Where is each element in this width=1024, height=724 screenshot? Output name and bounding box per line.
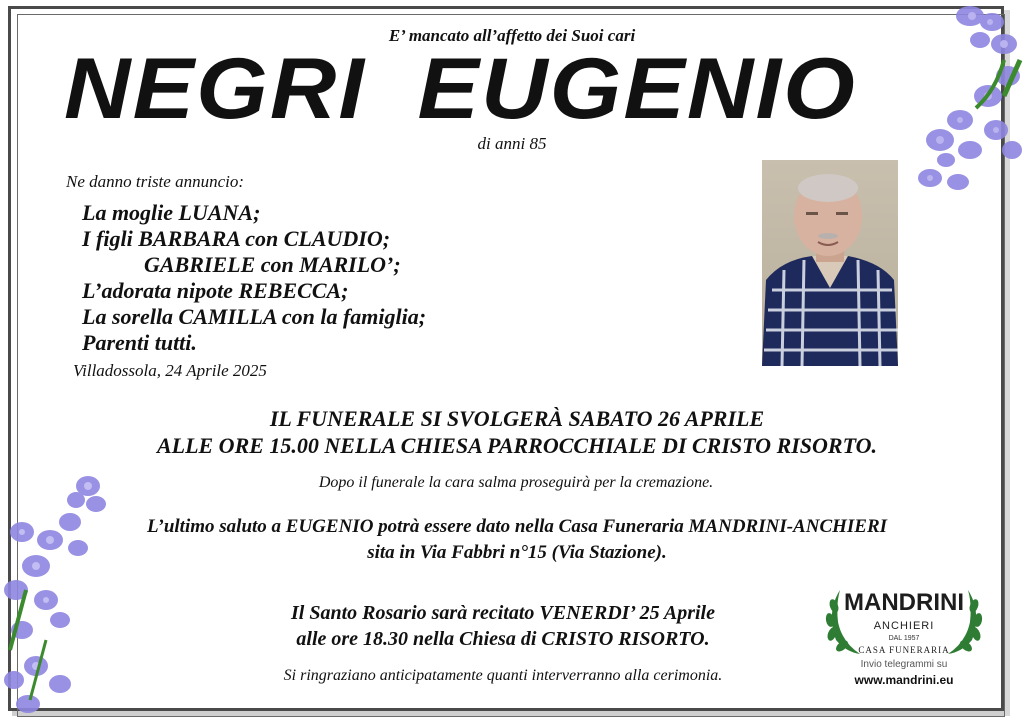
farewell-line: L’ultimo saluto a EUGENIO potrà essere dato nella Casa Funeraria MANDRINI-ANCHIERI: [146, 516, 888, 537]
logo-brand: MANDRINI: [844, 589, 964, 616]
family-line: Parenti tutti.: [82, 330, 197, 355]
family-line: La moglie LUANA;: [82, 200, 261, 225]
farewell-info: [0, 514, 1024, 566]
place-date: Villadossola, 24 Aprile 2025: [73, 361, 267, 380]
logo-website-link[interactable]: www.mandrini.eu: [854, 673, 954, 687]
family-line: I figli BARBARA con CLAUDIO;: [82, 226, 391, 251]
family-list: [82, 200, 426, 356]
thanks-text: Si ringraziano anticipatamente quanti interverranno alla cerimonia.: [283, 667, 723, 684]
surname: NEGRI: [64, 41, 367, 137]
funeral-line: IL FUNERALE SI SVOLGERÀ SABATO 26 APRILE: [269, 406, 765, 431]
logo-since: DAL 1957: [888, 635, 920, 642]
flowers-bottom-left-decoration: [0, 470, 120, 724]
age-text: di anni 85: [477, 134, 547, 153]
family-line: La sorella CAMILLA con la famiglia;: [82, 304, 427, 329]
farewell-line: sita in Via Fabbri n°15 (Via Stazione).: [367, 542, 667, 563]
announce-text: Ne danno triste annuncio:: [66, 172, 245, 191]
logo-casa-funeraria: CASA FUNERARIA: [858, 645, 950, 655]
rosary-line: Il Santo Rosario sarà recitato VENERDI’ 25 Aprile: [291, 602, 715, 624]
portrait-photo: [762, 160, 898, 366]
cremation-text: Dopo il funerale la cara salma proseguirà per la cremazione.: [318, 474, 714, 491]
deceased-name: [64, 40, 1024, 139]
funeral-info: [0, 405, 1024, 459]
first-name: EUGENIO: [417, 41, 857, 137]
logo-subtitle: ANCHIERI: [873, 620, 935, 632]
family-line: L’adorata nipote REBECCA;: [82, 278, 349, 303]
family-line: GABRIELE con MARILO’;: [144, 252, 401, 277]
funeral-home-logo: [820, 582, 988, 690]
rosary-line: alle ore 18.30 nella Chiesa di CRISTO RISORTO.: [296, 628, 710, 650]
logo-telegram-note: Invio telegrammi su: [860, 659, 948, 670]
funeral-line: ALLE ORE 15.00 NELLA CHIESA PARROCCHIALE DI CRISTO RISORTO.: [156, 433, 878, 458]
intro-text: E’ mancato all’affetto dei Suoi cari: [388, 26, 636, 45]
